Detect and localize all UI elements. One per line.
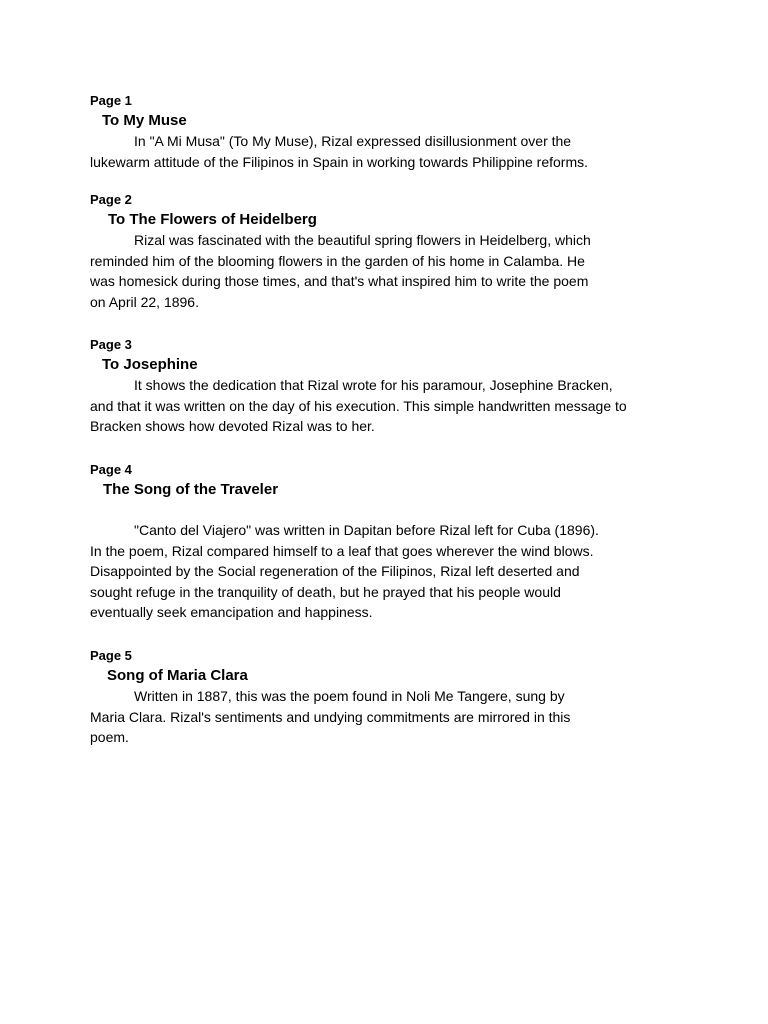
section-title: To Josephine bbox=[102, 356, 198, 373]
body-line: Rizal was fascinated with the beautiful spring flowers in Heidelberg, which bbox=[134, 232, 591, 248]
body-line: It shows the dedication that Rizal wrote for his paramour, Josephine Bracken, bbox=[134, 377, 613, 393]
section-title: To My Muse bbox=[102, 112, 187, 129]
page-label: Page 2 bbox=[90, 192, 132, 207]
section-title: The Song of the Traveler bbox=[103, 481, 279, 498]
body-line: In "A Mi Musa" (To My Muse), Rizal expressed disillusionment over the bbox=[134, 133, 572, 149]
section-body bbox=[90, 230, 690, 312]
section-title: To The Flowers of Heidelberg bbox=[108, 211, 317, 228]
body-line: poem. bbox=[90, 729, 129, 746]
page-label: Page 5 bbox=[90, 648, 132, 663]
page-label: Page 3 bbox=[90, 337, 132, 352]
section-body bbox=[90, 375, 690, 437]
body-line: on April 22, 1896. bbox=[90, 293, 199, 310]
body-line: Bracken shows how devoted Rizal was to her. bbox=[90, 418, 375, 435]
section-page-3 bbox=[90, 337, 690, 437]
body-line: Maria Clara. Rizal's sentiments and undying commitments are mirrored in this bbox=[90, 708, 571, 725]
section-page-1 bbox=[90, 93, 690, 172]
body-line: Written in 1887, this was the poem found in Noli Me Tangere, sung by bbox=[134, 688, 565, 704]
section-body bbox=[90, 131, 690, 172]
section-body bbox=[90, 520, 690, 623]
body-line: Disappointed by the Social regeneration of the Filipinos, Rizal left deserted and bbox=[90, 563, 580, 580]
body-line: sought refuge in the tranquility of death, but he prayed that his people would bbox=[90, 583, 561, 600]
section-page-2 bbox=[90, 192, 690, 312]
section-body bbox=[90, 686, 690, 748]
section-title: Song of Maria Clara bbox=[107, 667, 248, 684]
section-page-5 bbox=[90, 648, 690, 748]
body-line: and that it was written on the day of his execution. This simple handwritten message to bbox=[90, 397, 627, 414]
body-line: In the poem, Rizal compared himself to a leaf that goes wherever the wind blows. bbox=[90, 542, 594, 559]
page-label: Page 4 bbox=[90, 462, 132, 477]
body-line: lukewarm attitude of the Filipinos in Spain in working towards Philippine reforms. bbox=[90, 153, 589, 170]
body-line: reminded him of the blooming flowers in the garden of his home in Calamba. He bbox=[90, 252, 585, 269]
body-line: was homesick during those times, and that's what inspired him to write the poem bbox=[90, 273, 589, 290]
section-page-4 bbox=[90, 462, 690, 623]
body-line: "Canto del Viajero" was written in Dapitan before Rizal left for Cuba (1896). bbox=[134, 522, 599, 538]
body-line: eventually seek emancipation and happiness. bbox=[90, 604, 373, 621]
page-label: Page 1 bbox=[90, 93, 132, 108]
